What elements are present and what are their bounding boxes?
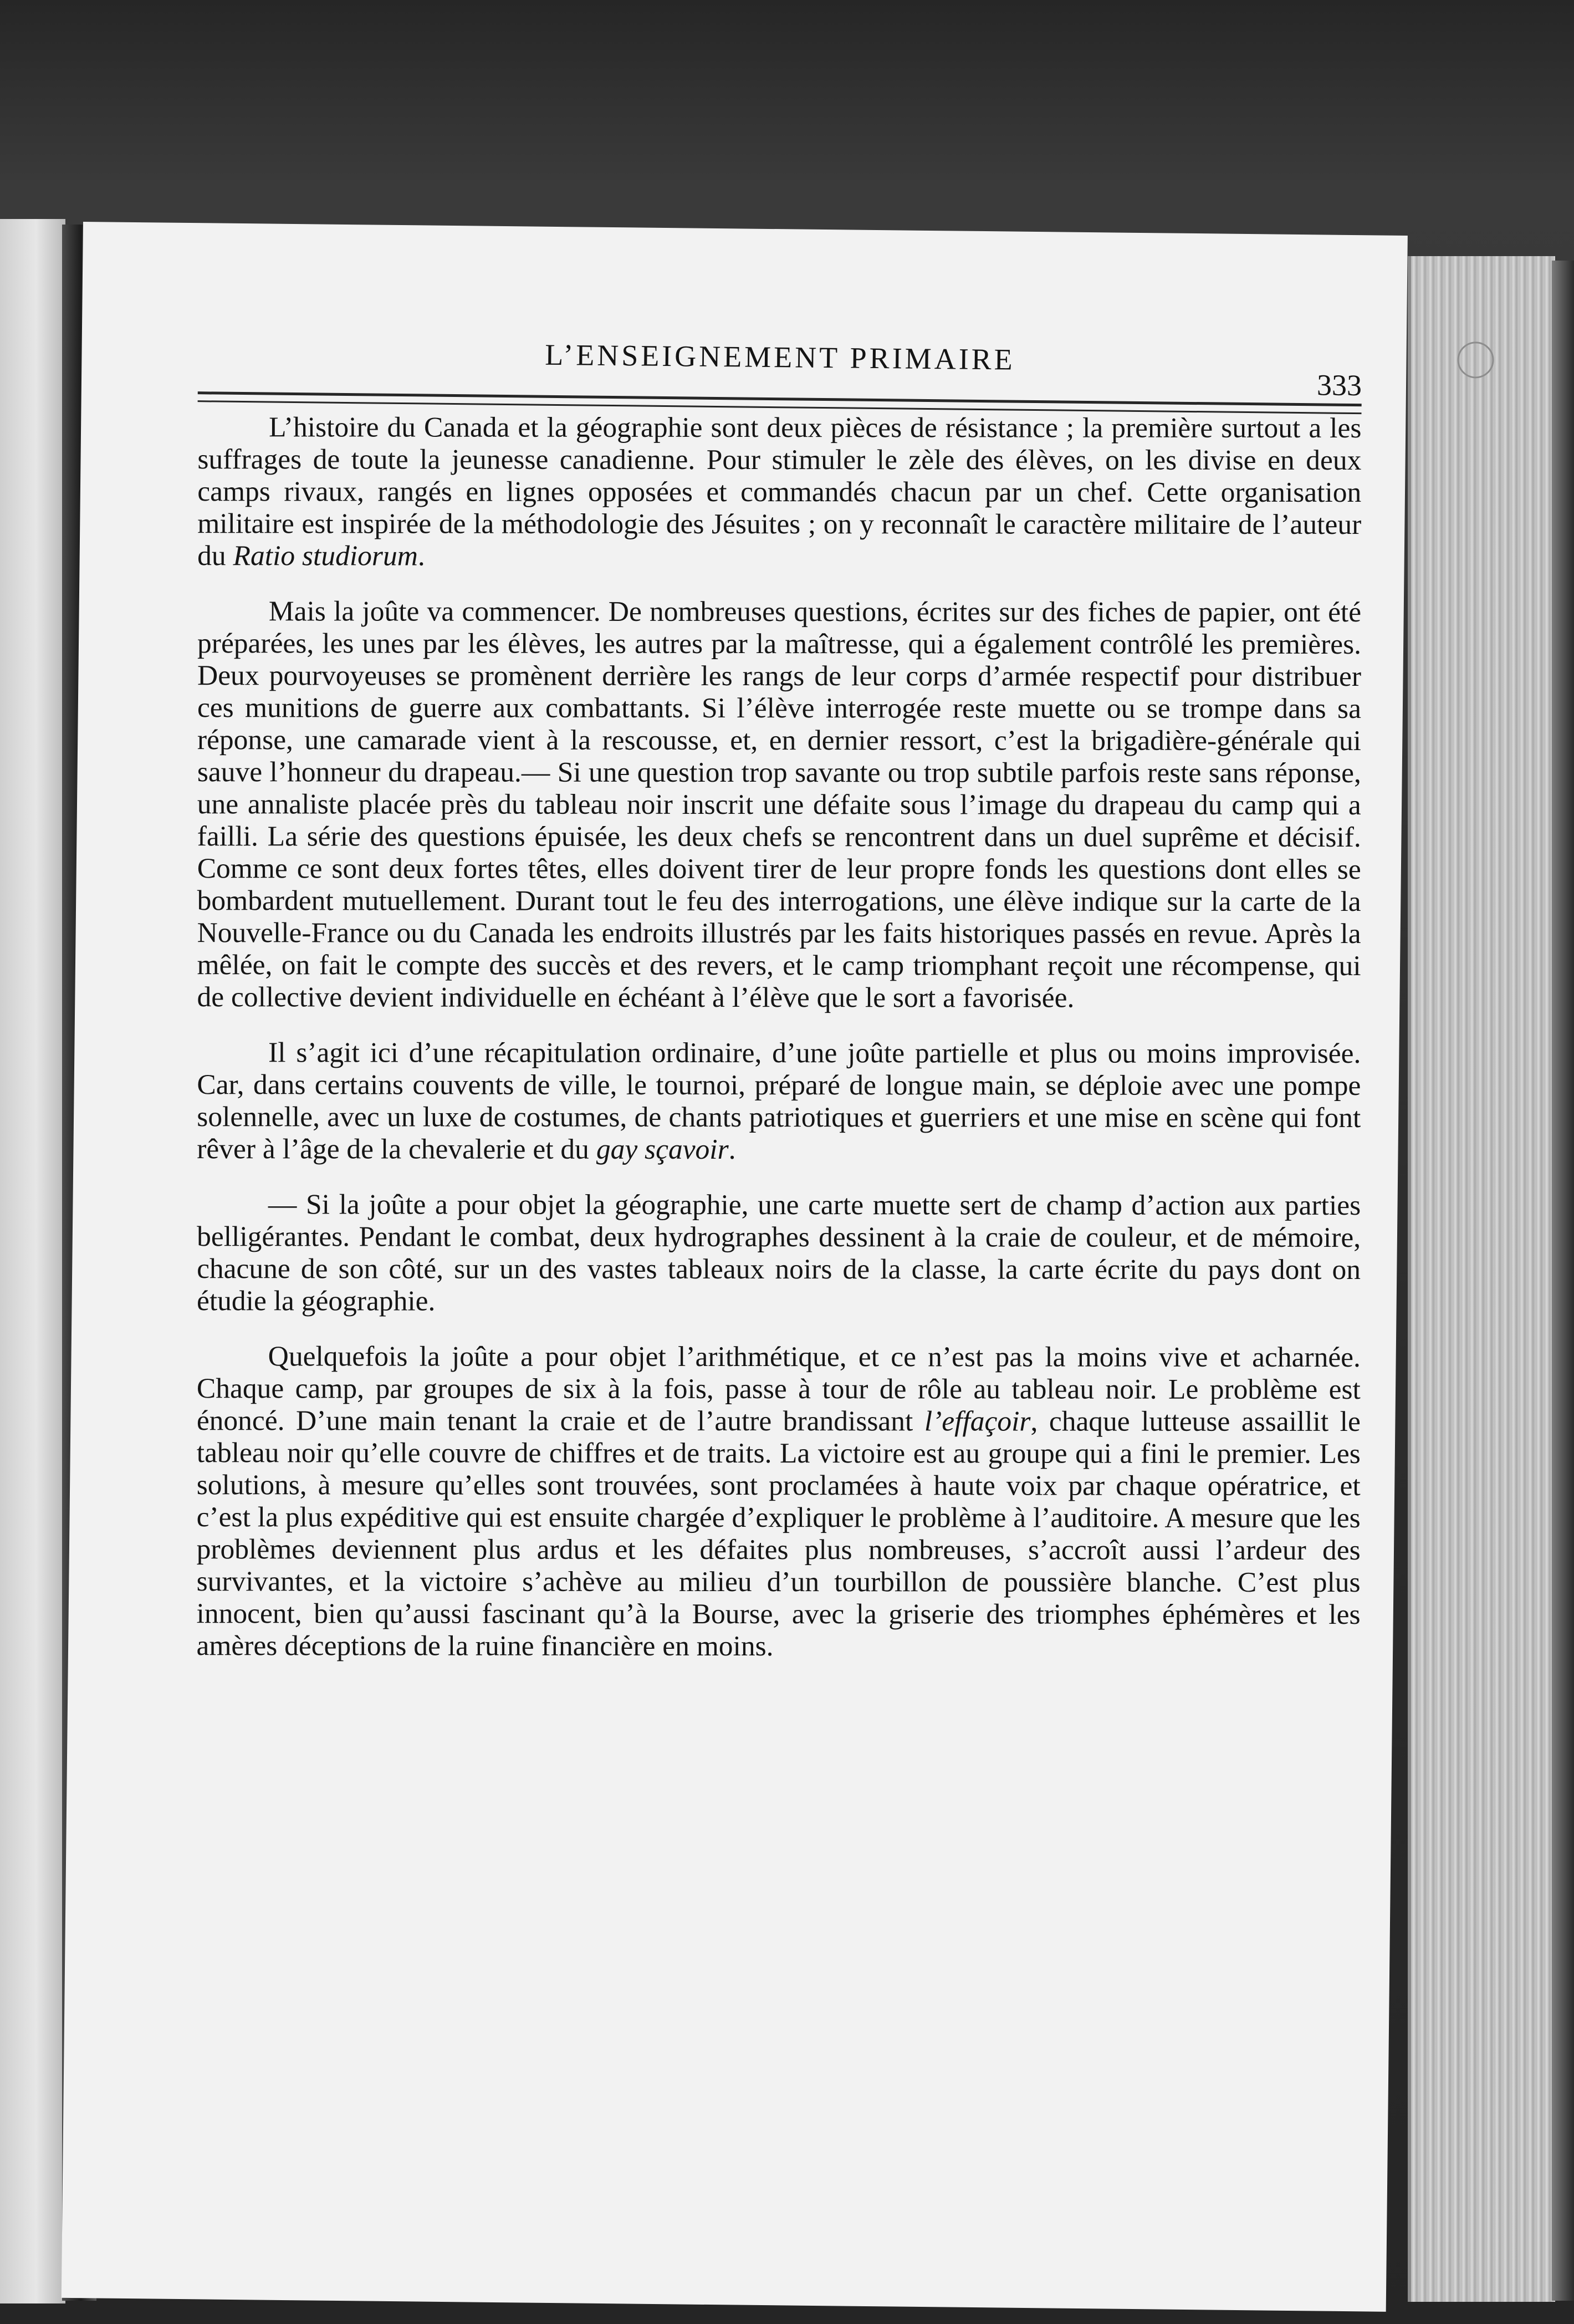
- page-number: 333: [1316, 368, 1362, 402]
- paragraph-5: [196, 1341, 1361, 1663]
- ring-mark: [1457, 342, 1494, 379]
- paragraph-3: [197, 1037, 1361, 1166]
- text-span: — Si la joûte a pour objet la géographie, une carte muette sert de champ d’action aux parties belligérantes. Pendant le combat, deux hydrographes dessinent à la craie de couleur, et de mémoire, chacune de son côté, sur un des vastes tableaux noirs de la classe, la carte écrite du pays dont on étudie la géographie.: [197, 1189, 1361, 1317]
- running-head: L’ENSEIGNEMENT PRIMAIRE: [544, 338, 1016, 376]
- text-span: L’histoire du Canada et la géographie sont deux pièces de résistance ; la première surtout a les suffrages de toute la jeunesse canadienne. Pour stimuler le zèle des élèves, on les divise en deux camps rivaux, rangés en lignes opposées et commandés chacun par un chef. Cette organisation militaire est inspirée de la méthodologie des Jésuites ; on y reconnaît le caractère militaire de l’auteur du: [197, 411, 1362, 572]
- italic-effacoir: l’effaçoir: [924, 1405, 1031, 1438]
- book-cover-edge: [1552, 261, 1574, 2301]
- paragraph-2: [197, 595, 1361, 1015]
- paragraph-4: [197, 1189, 1361, 1318]
- body-text: [196, 411, 1361, 1663]
- text-span: Il s’agit ici d’une récapitulation ordinaire, d’une joûte partielle et plus ou moins improvisée. Car, dans certains couvents de ville, le tournoi, préparé de longue main, se déploie avec une pompe solennelle, avec un luxe de costumes, de chants patriotiques et guerriers et une mise en scène qui font rêver à l’âge de la chevalerie et du: [197, 1037, 1361, 1165]
- facing-page-edge: [0, 219, 65, 2303]
- text-span: , chaque lutteuse assaillit le tableau noir qu’elle couvre de chiffres et de traits. La victoire est au groupe qui a fini le premier. Les solutions, à mesure qu’elles sont trouvées, sont proclamées à haute voix par chaque opératrice, et c’est la plus expéditive qui est ensuite chargée d’expliquer le problème à l’auditoire. A mesure que les problèmes deviennent plus ardus et les défaites plus nombreuses, s’accroît aussi l’ardeur des survivantes, et la victoire s’achève au milieu d’un tourbillon de poussière blanche. C’est plus innocent, bien qu’aussi fascinant qu’à la Bourse, avec la griserie des triomphes éphémères et les amères déceptions de la ruine financière en moins.: [196, 1405, 1361, 1663]
- book-page: [62, 222, 1408, 2312]
- text-span: .: [728, 1134, 736, 1166]
- text-span: Quelquefois la joûte a pour objet l’arithmétique, et ce n’est pas la moins vive et acharnée. Chaque camp, par groupes de six à la fois, passe à tour de rôle au tableau noir. Le problème est énoncé. D’une main tenant la craie et de l’autre brandissant: [196, 1341, 1361, 1438]
- italic-title-ratio-studiorum: Ratio studiorum: [233, 540, 418, 572]
- text-span: Mais la joûte va commencer. De nombreuses questions, écrites sur des fiches de papier, ont été préparées, les unes par les élèves, les autres par la maîtresse, qui a également contrôlé les premières. Deux pourvoyeuses se promènent derrière les rangs de leur corps d’armée respectif pour distribuer ces munitions de guerre aux combattants. Si l’élève interrogée reste muette ou se trompe dans sa réponse, une camarade vient à la rescousse, et, en dernier ressort, c’est la brigadière-générale qui sauve l’honneur du drapeau.— Si une question trop savante ou trop subtile parfois reste sans réponse, une annaliste placée près du tableau noir inscrit une défaite sous l’image du drapeau du camp qui a failli. La série des questions épuisée, les deux chefs se rencontrent dans un duel suprême et décisif. Comme ce sont deux fortes têtes, elles doivent tirer de leur propre fonds les questions dont elles se bombardent mutuellement. Durant tout le feu des interrogations, une élève indique sur la carte de la Nouvelle-France ou du Canada les endroits illustrés par les faits historiques passés en revue. Après la mêlée, on fait le compte des succès et des revers, et le camp triomphant reçoit une récompense, qui de collective devient individuelle en échéant à l’élève que le sort a favorisée.: [197, 595, 1362, 1014]
- paragraph-1: [197, 411, 1361, 573]
- text-span: .: [417, 540, 425, 572]
- italic-gay-scavoir: gay sçavoir: [596, 1133, 729, 1166]
- header-rule: [198, 391, 1362, 406]
- page-stack-edge: [1408, 256, 1555, 2302]
